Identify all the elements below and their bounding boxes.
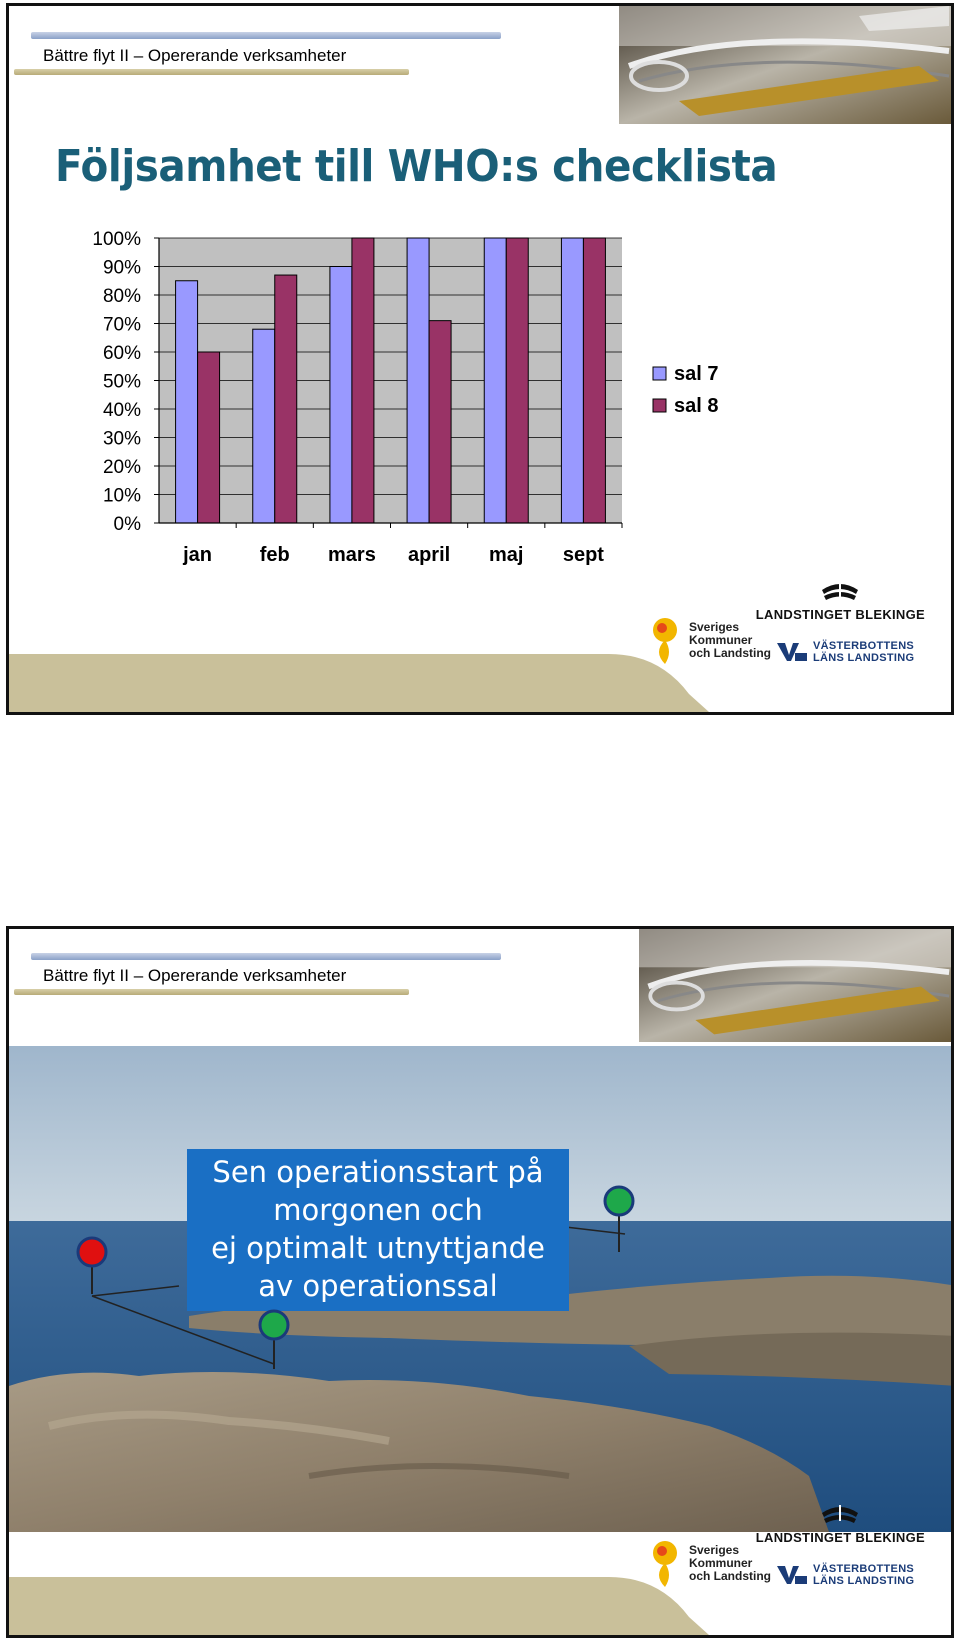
x-tick-label: jan <box>183 544 213 566</box>
y-tick-label: 60% <box>102 343 141 364</box>
slide-2 <box>6 926 954 1638</box>
callout-line-2: morgonen och <box>273 1193 483 1227</box>
boat-emblem-icon <box>820 1503 860 1525</box>
header-bar-top <box>31 32 501 39</box>
landstinget-blekinge-logo <box>756 580 925 622</box>
skl-text-block <box>689 621 771 660</box>
vasterbotten-line-1: VÄSTERBOTTENS <box>813 1563 915 1575</box>
vasterbotten-line-2: LÄNS LANDSTING <box>813 652 915 664</box>
vasterbotten-line-1: VÄSTERBOTTENS <box>813 640 915 652</box>
bar-sal-8-feb <box>275 275 297 523</box>
bar-sal-8-jan <box>198 352 220 523</box>
slide-1 <box>6 3 954 715</box>
bar-sal-7-april <box>407 238 429 523</box>
x-tick-label: mars <box>328 544 376 566</box>
skl-logo <box>647 616 771 664</box>
y-tick-label: 0% <box>113 514 141 535</box>
bar-sal-8-mars <box>352 238 374 523</box>
slide-title: Följsamhet till WHO:s checklista <box>55 141 778 192</box>
bar-sal-7-maj <box>484 238 506 523</box>
skl-line-1: Sveriges <box>689 619 740 634</box>
x-tick-label: april <box>407 544 451 566</box>
vasterbotten-logo <box>777 640 914 664</box>
surgical-instruments-image <box>619 6 951 124</box>
bar-sal-8-april <box>429 321 451 523</box>
header-bar-bottom <box>14 69 409 75</box>
blekinge-text: LANDSTINGET BLEKINGE <box>755 607 925 622</box>
y-tick-label: 80% <box>102 286 141 307</box>
bar-chart <box>59 221 779 581</box>
legend-label: sal 7 <box>674 363 719 385</box>
bar-sal-7-feb <box>253 329 275 523</box>
skl-figure-icon <box>647 616 683 664</box>
legend-swatch <box>653 367 666 380</box>
y-tick-label: 50% <box>102 371 141 393</box>
bar-sal-7-mars <box>330 267 352 524</box>
y-tick-label: 10% <box>102 485 141 507</box>
y-tick-label: 30% <box>102 428 141 450</box>
vasterbotten-text-block <box>813 640 914 664</box>
landstinget-blekinge-logo <box>756 1503 925 1545</box>
skl-line-1: Sveriges <box>689 1542 740 1557</box>
x-tick-label: feb <box>259 544 290 566</box>
bar-sal-7-jan <box>176 281 198 523</box>
vasterbotten-line-2: LÄNS LANDSTING <box>813 1575 915 1587</box>
y-tick-label: 20% <box>102 457 141 478</box>
x-tick-label: maj <box>489 544 524 566</box>
y-tick-label: 70% <box>102 314 141 336</box>
callout-line-4: av operationssal <box>258 1269 498 1303</box>
vasterbotten-text-block <box>813 1563 914 1587</box>
skl-logo <box>647 1539 771 1587</box>
y-tick-label: 90% <box>102 257 141 279</box>
vasterbotten-emblem-icon <box>777 1564 807 1586</box>
green-pin-marker-1 <box>260 1311 288 1369</box>
boat-emblem-icon <box>820 580 860 602</box>
legend-label: sal 8 <box>674 395 719 417</box>
callout-line-1: Sen operationsstart på <box>212 1155 544 1189</box>
vasterbotten-emblem-icon <box>777 641 807 663</box>
skl-line-3: och Landsting <box>689 1568 771 1583</box>
red-pin-marker <box>78 1238 106 1294</box>
skl-line-2: Kommuner <box>689 1555 753 1570</box>
x-tick-label: sept <box>562 544 604 566</box>
slide-header-text: Bättre flyt II – Opererande verksamheter <box>43 966 347 985</box>
skl-line-3: och Landsting <box>689 645 771 660</box>
bar-sal-8-maj <box>506 238 528 523</box>
bar-sal-8-sept <box>583 238 605 523</box>
green-pin-marker-2 <box>605 1187 633 1252</box>
legend-swatch <box>653 399 666 412</box>
slide-header-text: Bättre flyt II – Opererande verksamheter <box>43 46 347 65</box>
callout-line-3: ej optimalt utnyttjande <box>211 1231 545 1265</box>
bar-sal-7-sept <box>561 238 583 523</box>
y-tick-label: 100% <box>92 229 141 250</box>
vasterbotten-logo <box>777 1563 914 1587</box>
skl-text-block <box>689 1544 771 1583</box>
skl-figure-icon <box>647 1539 683 1587</box>
blekinge-text: LANDSTINGET BLEKINGE <box>755 1530 925 1545</box>
y-tick-label: 40% <box>102 400 141 421</box>
skl-line-2: Kommuner <box>689 632 753 647</box>
